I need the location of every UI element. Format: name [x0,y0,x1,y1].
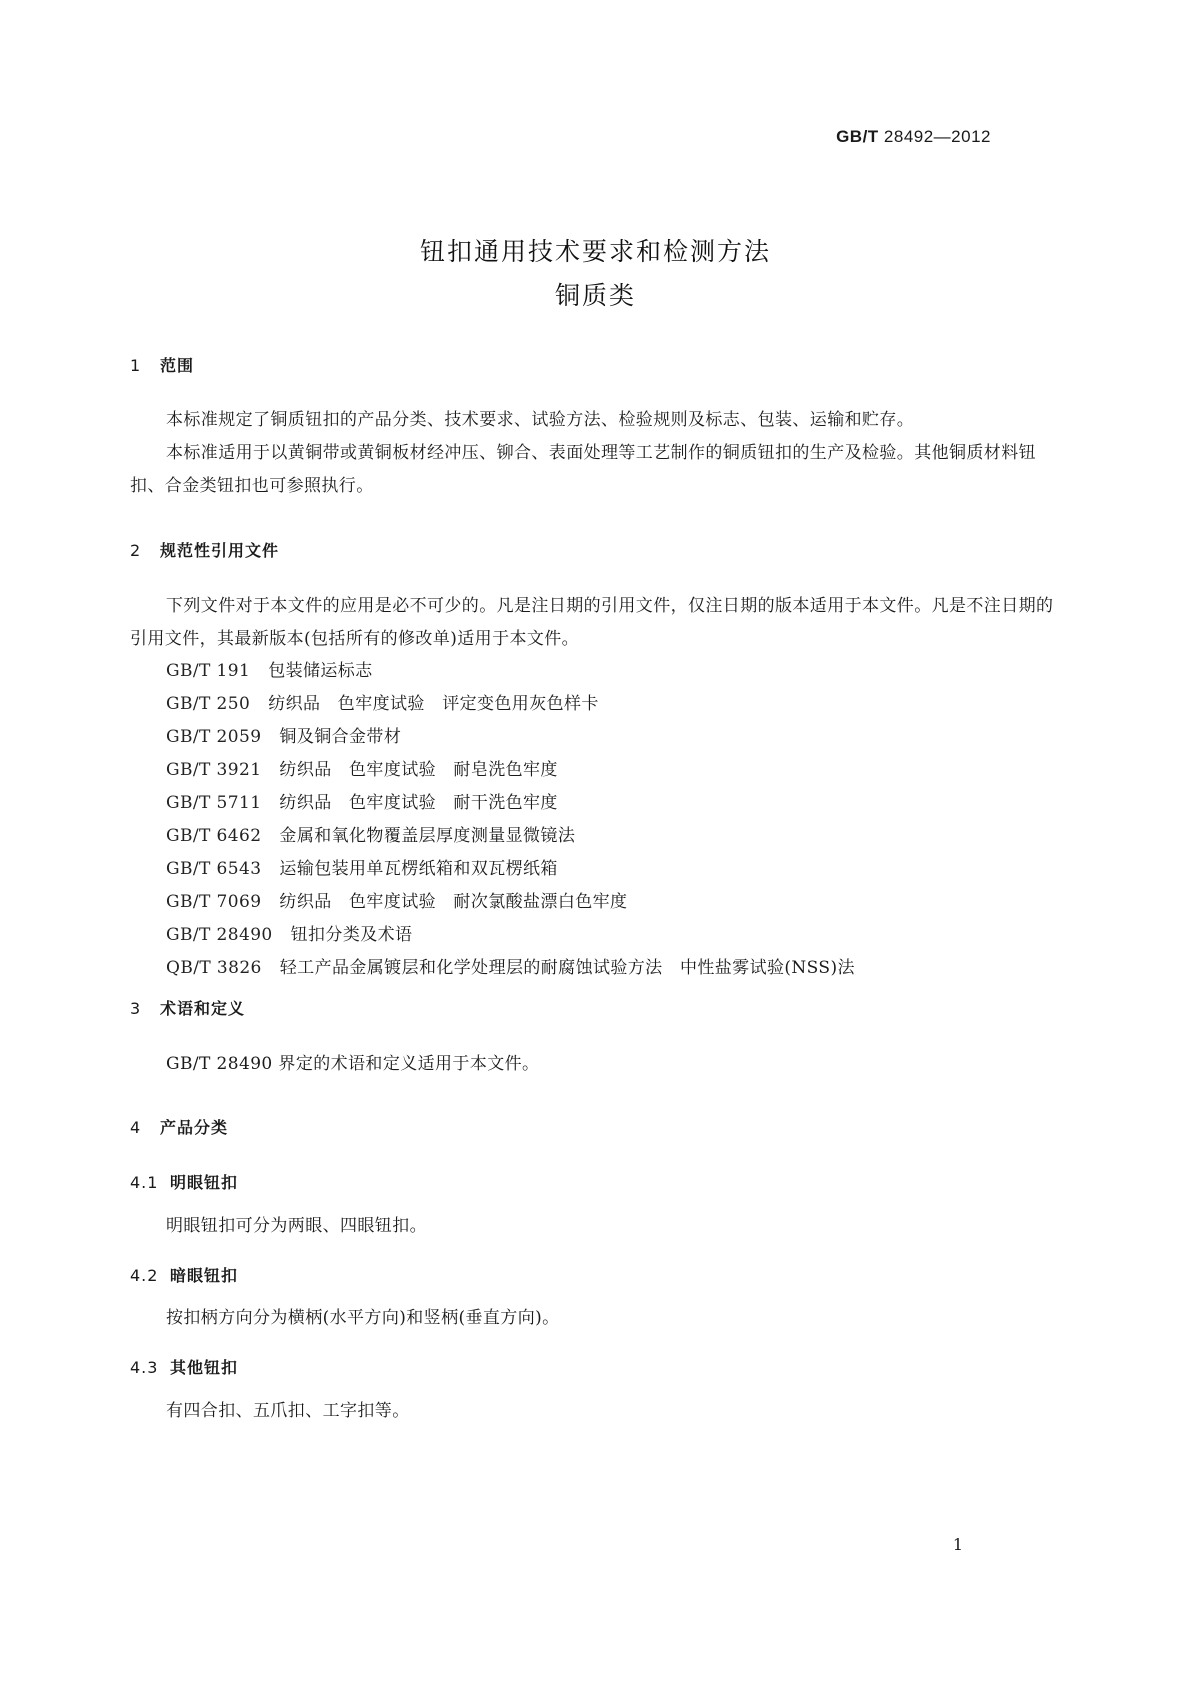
standard-prefix: GB/T [836,127,879,146]
subsection-4-1-text: 明眼钮扣可分为两眼、四眼钮扣。 [166,1216,427,1236]
reference-code: GB/T 7069 [166,892,262,912]
reference-item [130,787,1060,820]
references-intro: 下列文件对于本文件的应用是必不可少的。凡是注日期的引用文件，仅注日期的版本适用于本文件。凡是不注日期的引用文件，其最新版本(包括所有的修改单)适用于本文件。 [130,596,1054,649]
reference-item [130,754,1060,787]
subsection-number: 4.2 [130,1266,159,1285]
reference-item [130,721,1060,754]
reference-title: 钮扣分类及术语 [290,925,413,945]
document-subtitle: 铜质类 [554,281,636,310]
reference-title: 运输包装用单瓦楞纸箱和双瓦楞纸箱 [279,859,558,879]
scope-paragraph-1: 本标准规定了铜质钮扣的产品分类、技术要求、试验方法、检验规则及标志、包装、运输和贮存。 [166,410,915,430]
reference-code: GB/T 5711 [166,793,262,813]
section-title: 产品分类 [160,1118,229,1137]
reference-title: 纺织品 色牢度试验 耐次氯酸盐漂白色牢度 [279,892,628,912]
reference-code: GB/T 2059 [166,727,262,747]
reference-code: GB/T 250 [166,694,251,714]
section-number: 1 [130,356,142,375]
terms-paragraph: GB/T 28490 界定的术语和定义适用于本文件。 [166,1054,540,1074]
reference-title: 纺织品 色牢度试验 评定变色用灰色样卡 [268,694,599,714]
subsection-title: 明眼钮扣 [170,1173,239,1192]
reference-code: GB/T 28490 [166,925,273,945]
reference-code: QB/T 3826 [166,958,262,978]
reference-title: 铜及铜合金带材 [279,727,402,747]
standard-number: 28492—2012 [883,127,991,146]
section-title: 术语和定义 [160,999,246,1018]
reference-code: GB/T 3921 [166,760,262,780]
subsection-number: 4.3 [130,1358,159,1377]
reference-code: GB/T 6543 [166,859,262,879]
reference-title: 包装储运标志 [268,661,373,681]
reference-item [130,919,1060,952]
reference-title: 纺织品 色牢度试验 耐干洗色牢度 [279,793,558,813]
reference-item [130,853,1060,886]
reference-code: GB/T 191 [166,661,251,681]
section-1-heading [130,353,194,376]
reference-item [130,655,1060,688]
subsection-number: 4.1 [130,1173,159,1192]
subsection-4-2-text: 按扣柄方向分为横柄(水平方向)和竖柄(垂直方向)。 [166,1308,560,1328]
reference-item [130,952,1060,985]
reference-title: 轻工产品金属镀层和化学处理层的耐腐蚀试验方法 中性盐雾试验(NSS)法 [279,958,855,978]
section-number: 3 [130,999,142,1018]
reference-item [130,820,1060,853]
subsection-4-1-heading [130,1170,238,1193]
document-title: 钮扣通用技术要求和检测方法 [419,237,771,266]
reference-title: 纺织品 色牢度试验 耐皂洗色牢度 [279,760,558,780]
scope-paragraph-2: 本标准适用于以黄铜带或黄铜板材经冲压、铆合、表面处理等工艺制作的铜质钮扣的生产及检验。其他铜质材料钮扣、合金类钮扣也可参照执行。 [130,443,1036,496]
standard-code [836,127,991,147]
reference-list [130,655,1060,985]
subsection-4-3-heading [130,1355,238,1378]
section-3-heading [130,996,245,1019]
subsection-title: 暗眼钮扣 [170,1266,239,1285]
section-number: 2 [130,541,142,560]
reference-item [130,688,1060,721]
section-2-heading [130,538,279,561]
reference-item [130,886,1060,919]
section-title: 规范性引用文件 [160,541,280,560]
section-number: 4 [130,1118,142,1137]
subsection-4-2-heading [130,1263,238,1286]
section-4-heading [130,1115,228,1138]
reference-title: 金属和氧化物覆盖层厚度测量显微镜法 [279,826,576,846]
subsection-4-3-text: 有四合扣、五爪扣、工字扣等。 [166,1401,410,1421]
subsection-title: 其他钮扣 [170,1358,239,1377]
page-number: 1 [952,1535,963,1554]
section-title: 范围 [160,356,195,375]
reference-code: GB/T 6462 [166,826,262,846]
